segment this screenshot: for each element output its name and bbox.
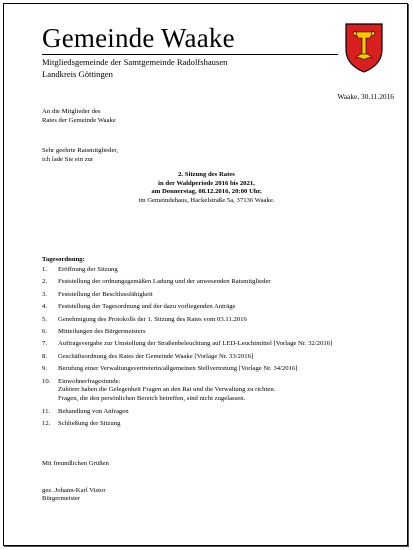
agenda-heading: Tagesordnung: (42, 256, 85, 263)
agenda-text: Genehmigung des Protokolls der 1. Sitzung des Rates vom 03.11.2016 (58, 315, 247, 323)
agenda-number: 1. (42, 266, 48, 273)
date-line: Waake, 30.11.2016 (337, 92, 394, 101)
agenda-number: 4. (42, 303, 48, 311)
salutation-line: Sehr geehrte Ratsmitglieder, (42, 147, 119, 154)
salutation (42, 147, 118, 164)
signer-name: gez. Johann-Karl Vistor (42, 487, 106, 494)
recipient-line: Rates der Gemeinde Waake (42, 116, 116, 124)
agenda-text: Feststellung der ordnungsgemäßen Ladung und der anwesenden Ratsmitglieder (58, 278, 271, 286)
closing-phrase: Mit freundlichen Grüßen (42, 460, 109, 467)
municipality-title: Gemeinde Waake (42, 23, 235, 53)
agenda-item (42, 378, 392, 408)
agenda-text: Einwohnerfragestunde: (58, 377, 121, 385)
meeting-announcement (4, 171, 409, 205)
agenda-number: 7. (42, 340, 48, 348)
agenda-number: 11. (42, 407, 51, 415)
agenda-number: 12. (42, 419, 51, 427)
agenda-item (42, 316, 392, 328)
title-rule (42, 54, 338, 55)
agenda-text: Feststellung der Beschlussfähigkeit (58, 290, 153, 298)
agenda-text: Auftragsvergabe zur Umstellung der Straßenbeleuchtung auf LED-Leuchtmittel [Vorlage Nr. 32/2016] (58, 340, 333, 348)
recipient-address (42, 108, 116, 125)
agenda-number: 10. (42, 377, 51, 385)
meeting-location: im Gemeindehaus, Hackelstraße 5a, 37136 Waake. (138, 196, 275, 204)
agenda-item (42, 278, 392, 290)
agenda-number: 2. (42, 278, 48, 286)
agenda-item (42, 365, 392, 377)
agenda-text: Berufung einer Verwaltungsvertreterin/allgemeinen Stellvertretung [Vorlage Nr. 34/2016] (58, 365, 298, 373)
agenda-subtext: Zuhörer haben die Gelegenheit Fragen an den Rat und die Verwaltung zu richten. (58, 386, 276, 394)
agenda-item (42, 266, 392, 278)
agenda-item (42, 328, 392, 340)
municipal-coat-of-arms-icon (344, 22, 384, 74)
agenda-text: Behandlung von Anfragen (58, 407, 129, 415)
agenda-list (42, 266, 392, 432)
agenda-number: 5. (42, 315, 48, 323)
agenda-item (42, 291, 392, 303)
salutation-line: ich lade Sie ein zur (42, 155, 94, 163)
agenda-item (42, 303, 392, 315)
agenda-subtext: Fragen, die den persönlichen Bereich betreffen, sind nicht zugelassen. (58, 394, 246, 402)
municipality-subtitle: Mitgliedsgemeinde der Samtgemeinde Radolfshausen (42, 57, 228, 67)
meeting-datetime: am Donnerstag, 08.12.2016, 20:00 Uhr, (151, 188, 262, 195)
agenda-item (42, 420, 392, 432)
agenda-item (42, 408, 392, 420)
district-name: Landkreis Göttingen (42, 69, 113, 79)
agenda-text: Geschäftsordnung des Rates der Gemeinde Waake [Vorlage Nr. 33/2016] (58, 352, 254, 360)
agenda-item (42, 353, 392, 365)
signer-role: Bürgermeister (42, 495, 81, 502)
agenda-number: 6. (42, 327, 48, 335)
agenda-text: Schließung der Sitzung (58, 419, 121, 427)
letter-page (3, 3, 408, 546)
agenda-number: 3. (42, 290, 48, 298)
agenda-item (42, 340, 392, 352)
agenda-number: 9. (42, 365, 48, 373)
agenda-number: 8. (42, 352, 48, 360)
agenda-text: Mitteilungen des Bürgermeisters (58, 327, 146, 335)
meeting-period: in der Wahlperiode 2016 bis 2021, (158, 179, 255, 187)
agenda-text: Eröffnung der Sitzung (58, 266, 118, 273)
agenda-text: Feststellung der Tagesordnung und der dazu vorliegenden Anträge (58, 303, 236, 311)
meeting-title: 2. Sitzung des Rates (178, 171, 235, 178)
recipient-line: An die Mitglieder des (42, 108, 101, 115)
